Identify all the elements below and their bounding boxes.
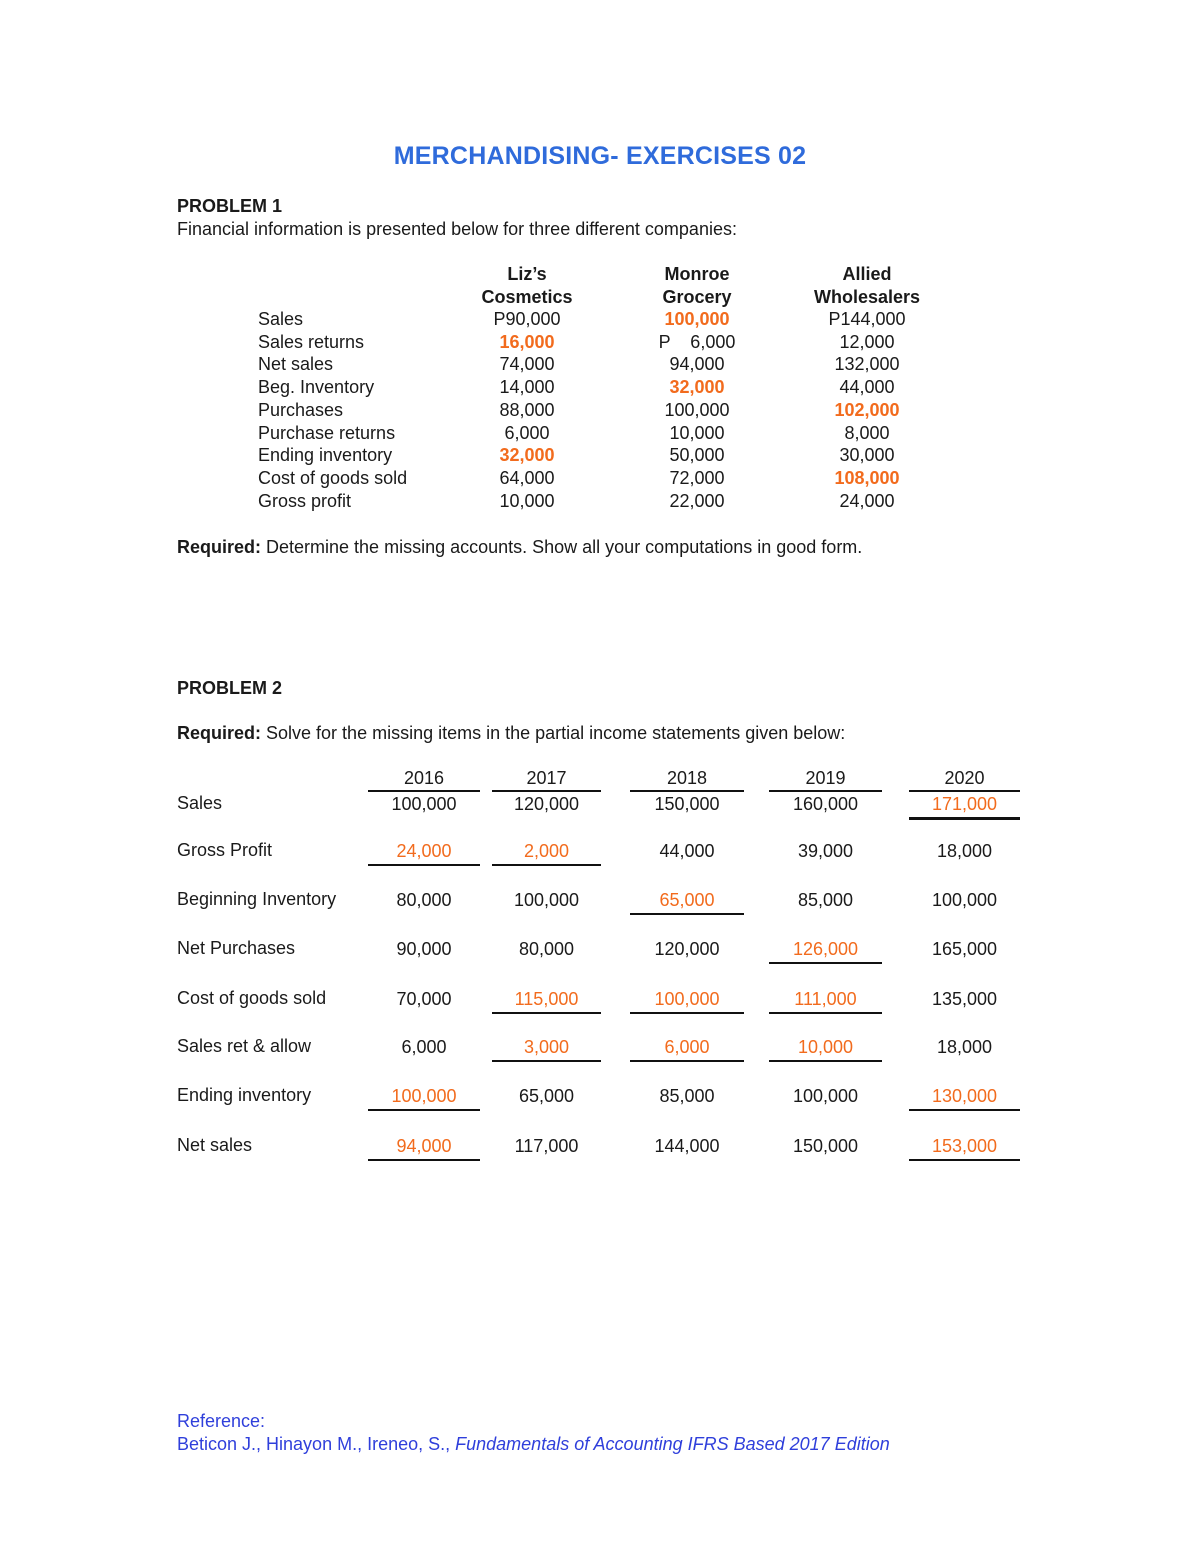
table-cell: 8,000: [844, 423, 890, 443]
table-cell: 102,000: [834, 400, 900, 420]
company-header: [447, 263, 607, 309]
table-cell: 120,000: [513, 794, 580, 814]
table-cell: 18,000: [936, 841, 993, 861]
table-cell: 65,000: [630, 889, 744, 915]
table-cell: 65,000: [518, 1086, 575, 1106]
row-label: Beginning Inventory: [177, 889, 337, 909]
table-cell: 171,000: [909, 793, 1020, 820]
table-cell: 10,000: [499, 491, 555, 511]
company-name-line1: Monroe: [664, 264, 730, 284]
required-text: Solve for the missing items in the partial income statements given below:: [261, 723, 846, 743]
table-cell: 135,000: [931, 989, 998, 1009]
row-label: Ending inventory: [258, 445, 393, 465]
table-cell: 6,000: [630, 1036, 744, 1062]
row-label: Purchases: [258, 400, 344, 420]
table-cell: 24,000: [839, 491, 895, 511]
table-cell: P 6,000: [658, 332, 736, 352]
table-cell: 32,000: [669, 377, 725, 397]
row-label: Net sales: [258, 354, 334, 374]
table-cell: 80,000: [396, 890, 452, 910]
row-label: Sales: [258, 309, 304, 329]
table-cell: 100,000: [368, 1085, 480, 1111]
table-cell: 30,000: [839, 445, 895, 465]
company-name-line2: Grocery: [662, 287, 732, 307]
table-cell: 100,000: [513, 890, 580, 910]
table-cell: 126,000: [769, 938, 882, 964]
table-cell: 39,000: [797, 841, 854, 861]
table-cell: 50,000: [669, 445, 725, 465]
table-cell: 14,000: [499, 377, 555, 397]
table-cell: 117,000: [514, 1136, 579, 1156]
row-label: Sales returns: [258, 332, 365, 352]
table-cell: 100,000: [664, 400, 730, 420]
reference-book-title: Fundamentals of Accounting IFRS Based 2017 Edition: [455, 1434, 890, 1454]
table-cell: 120,000: [654, 939, 720, 959]
table-cell: 160,000: [792, 794, 859, 814]
table-cell: 108,000: [834, 468, 900, 488]
company-name-line2: Wholesalers: [813, 287, 921, 307]
row-label: Cost of goods sold: [258, 468, 408, 488]
table-cell: 94,000: [669, 354, 725, 374]
page-title: MERCHANDISING- EXERCISES 02: [393, 142, 807, 170]
table-cell: 150,000: [654, 794, 720, 814]
table-cell: 32,000: [499, 445, 555, 465]
table-cell: 64,000: [499, 468, 555, 488]
table-cell: 2,000: [492, 840, 601, 866]
row-label: Purchase returns: [258, 423, 396, 443]
table-cell: 6,000: [504, 423, 550, 443]
year-header: 2016: [368, 767, 480, 792]
year-header: 2020: [909, 767, 1020, 792]
row-label: Gross profit: [258, 491, 352, 511]
row-label: Cost of goods sold: [177, 988, 327, 1008]
year-header: 2018: [630, 767, 744, 792]
reference-authors: Beticon J., Hinayon M., Ireneo, S.,: [177, 1434, 456, 1454]
reference-citation: [177, 1434, 890, 1455]
table-cell: 12,000: [839, 332, 895, 352]
table-cell: 130,000: [909, 1085, 1020, 1111]
company-name-line1: Liz’s: [507, 264, 547, 284]
problem1-intro: Financial information is presented below for three different companies:: [177, 219, 737, 239]
company-header: [787, 263, 947, 309]
table-cell: 18,000: [936, 1037, 993, 1057]
table-cell: 100,000: [664, 309, 730, 329]
table-cell: 165,000: [931, 939, 998, 959]
row-label: Ending inventory: [177, 1085, 312, 1105]
table-cell: 88,000: [499, 400, 555, 420]
table-cell: 111,000: [769, 988, 882, 1014]
table-cell: 90,000: [396, 939, 452, 959]
table-cell: P144,000: [828, 309, 906, 329]
row-label: Net sales: [177, 1135, 253, 1155]
table-cell: 150,000: [792, 1136, 859, 1156]
table-cell: 6,000: [401, 1037, 447, 1057]
year-header: 2017: [492, 767, 601, 792]
table-cell: 16,000: [499, 332, 555, 352]
year-header: 2019: [769, 767, 882, 792]
table-cell: 94,000: [368, 1135, 480, 1161]
problem2-heading: PROBLEM 2: [177, 678, 283, 698]
table-cell: 72,000: [669, 468, 725, 488]
table-cell: P90,000: [493, 309, 561, 329]
table-cell: 132,000: [834, 354, 900, 374]
table-cell: 44,000: [839, 377, 895, 397]
required-text: Determine the missing accounts. Show all your computations in good form.: [261, 537, 863, 557]
table-cell: 85,000: [659, 1086, 715, 1106]
table-cell: 24,000: [368, 840, 480, 866]
table-cell: 80,000: [518, 939, 575, 959]
row-label: Sales: [177, 793, 223, 813]
row-label: Gross Profit: [177, 840, 273, 860]
table-cell: 70,000: [396, 989, 452, 1009]
row-label: Sales ret & allow: [177, 1036, 312, 1056]
table-cell: 100,000: [630, 988, 744, 1014]
table-cell: 100,000: [391, 794, 457, 814]
table-cell: 153,000: [909, 1135, 1020, 1161]
row-label: Net Purchases: [177, 938, 296, 958]
table-cell: 85,000: [797, 890, 854, 910]
table-cell: 10,000: [669, 423, 725, 443]
problem1-required: [177, 537, 862, 558]
problem1-heading: PROBLEM 1: [177, 196, 283, 216]
table-cell: 74,000: [499, 354, 555, 374]
table-cell: 22,000: [669, 491, 725, 511]
company-name-line2: Cosmetics: [481, 287, 573, 307]
table-cell: 44,000: [659, 841, 715, 861]
required-label: Required:: [177, 537, 262, 557]
required-label: Required:: [177, 723, 262, 743]
company-name-line1: Allied: [842, 264, 892, 284]
table-cell: 100,000: [931, 890, 998, 910]
table-cell: 10,000: [769, 1036, 882, 1062]
table-cell: 100,000: [792, 1086, 859, 1106]
table-cell: 115,000: [492, 988, 601, 1014]
problem2-required: [177, 723, 845, 744]
table-cell: 144,000: [654, 1136, 720, 1156]
company-header: [617, 263, 777, 309]
reference-label: Reference:: [177, 1411, 266, 1431]
row-label: Beg. Inventory: [258, 377, 375, 397]
table-cell: 3,000: [492, 1036, 601, 1062]
